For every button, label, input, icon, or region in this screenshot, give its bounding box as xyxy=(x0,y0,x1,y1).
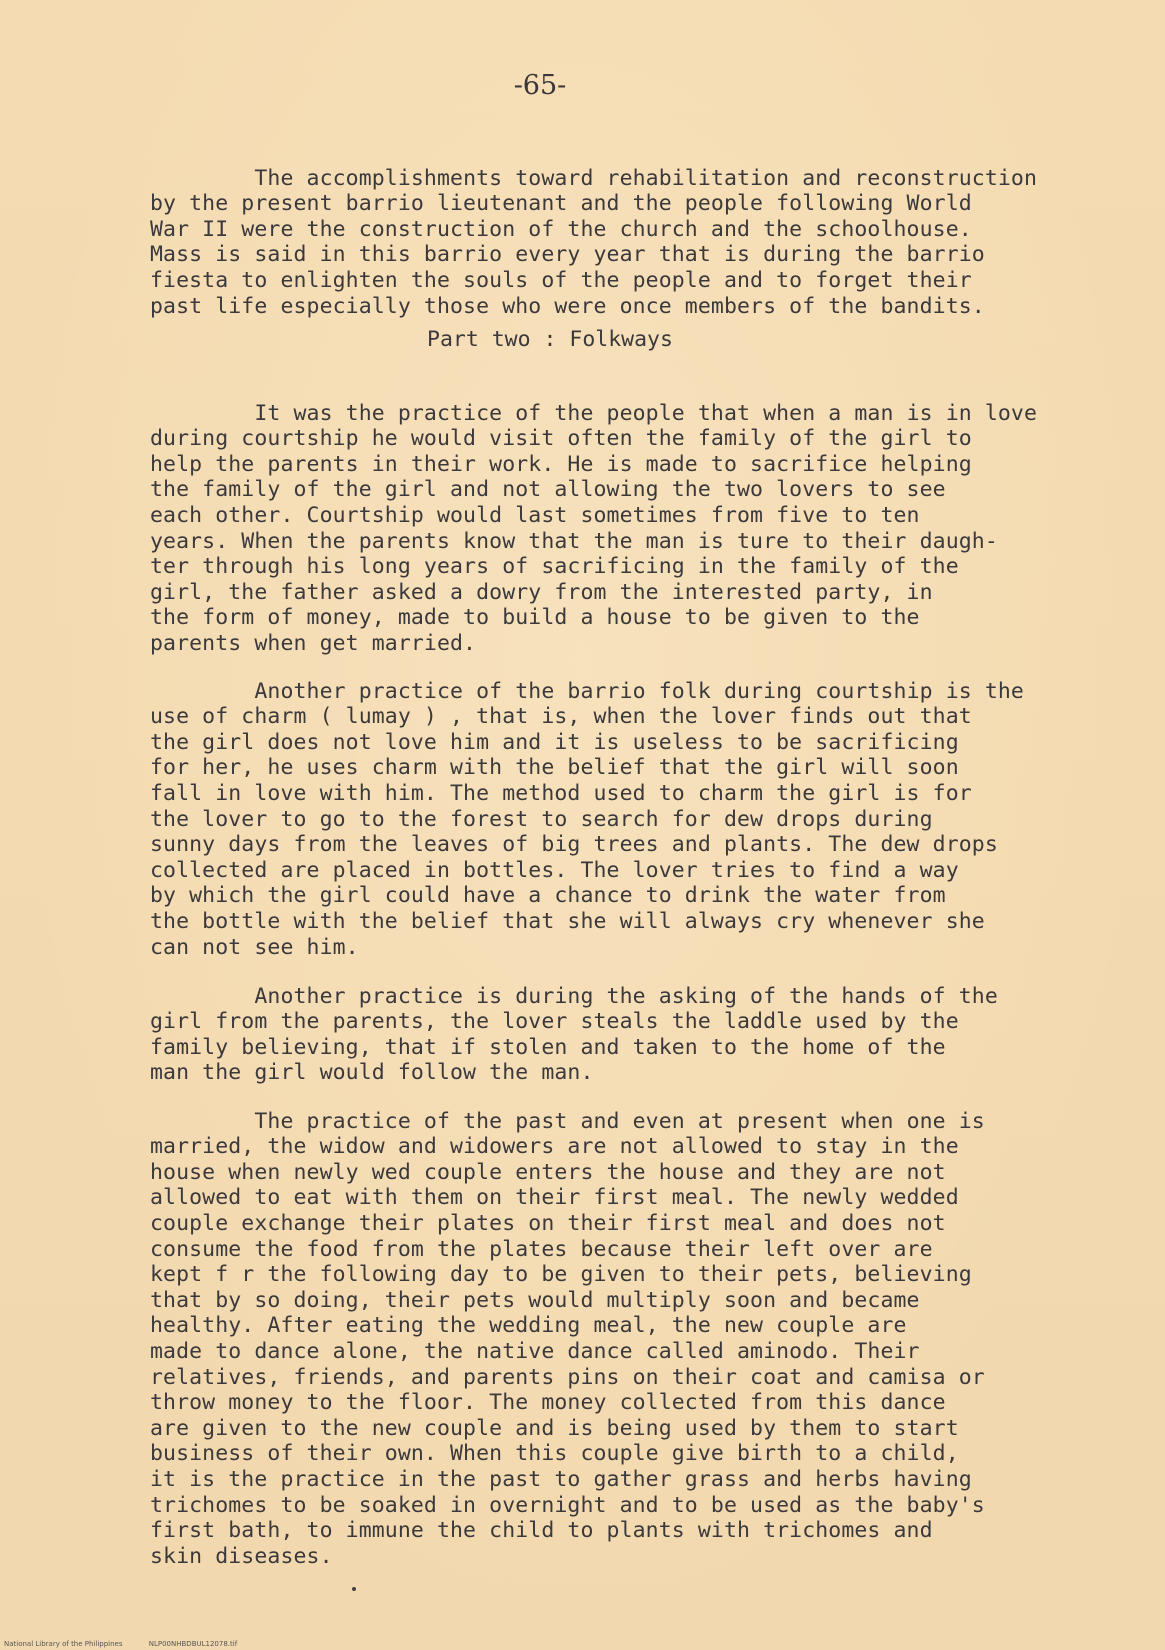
text-line: by which the girl could have a chance to drink the water from xyxy=(150,883,946,909)
library-credit: National Library of the Philippines xyxy=(4,1640,123,1648)
text-line: the lover to go to the forest to search for dew drops during xyxy=(150,806,933,832)
text-line: can not see him. xyxy=(150,934,359,960)
text-line: years. When the parents know that the man is ture to their daugh- xyxy=(150,528,998,554)
text-line: each other. Courtship would last sometimes from five to ten xyxy=(150,502,920,528)
text-line: the form of money, made to build a house to be given to the xyxy=(150,605,920,631)
text-line: by the present barrio lieutenant and the people following World xyxy=(150,191,972,217)
text-line: The practice of the past and even at present when one is xyxy=(202,1108,985,1134)
text-line: consume the food from the plates because their left over are xyxy=(150,1236,933,1262)
text-line: are given to the new couple and is being used by them to start xyxy=(150,1415,959,1441)
file-id: NLP00NHBDBUL12078.tif xyxy=(148,1640,238,1648)
text-line: trichomes to be soaked in overnight and to be used as the baby's xyxy=(150,1492,985,1518)
text-line: relatives, friends, and parents pins on their coat and camisa or xyxy=(150,1364,985,1390)
text-line: The accomplishments toward rehabilitation and reconstruction xyxy=(202,165,1038,191)
text-line: for her, he uses charm with the belief that the girl will soon xyxy=(150,755,959,781)
text-line: skin diseases. xyxy=(150,1543,333,1569)
text-line: the bottle with the belief that she will always cry whenever she xyxy=(150,908,985,934)
text-line: War II were the construction of the church and the schoolhouse. xyxy=(150,216,972,242)
text-line: girl from the parents, the lover steals the laddle used by the xyxy=(150,1009,959,1035)
paragraph-charm xyxy=(150,653,1110,986)
scan-footer xyxy=(4,1640,237,1648)
text-line: parents when get married. xyxy=(150,630,477,656)
text-line: couple exchange their plates on their first meal and does not xyxy=(150,1210,946,1236)
text-line: the girl does not love him and it is useless to be sacrificing xyxy=(150,729,959,755)
text-line: ter through his long years of sacrificing in the family of the xyxy=(150,554,959,580)
text-line: family believing, that if stolen and taken to the home of the xyxy=(150,1034,946,1060)
text-line: allowed to eat with them on their first meal. The newly wedded xyxy=(150,1185,959,1211)
text-line: past life especially those who were once members of the bandits. xyxy=(150,293,985,319)
text-line: Another practice of the barrio folk during courtship is the xyxy=(202,678,1024,704)
paragraph-intro xyxy=(150,140,1110,345)
text-line: It was the practice of the people that when a man is in love xyxy=(202,400,1038,426)
text-line: married, the widow and widowers are not allowed to stay in the xyxy=(150,1134,959,1160)
paragraph-wedding xyxy=(150,1083,1110,1595)
page-number: -65- xyxy=(513,70,567,101)
text-line: first bath, to immune the child to plants with trichomes and xyxy=(150,1518,933,1544)
text-line: that by so doing, their pets would multiply soon and became xyxy=(150,1287,920,1313)
text-line: Mass is said in this barrio every year that is during the barrio xyxy=(150,242,985,268)
text-line: business of their own. When this couple give birth to a child, xyxy=(150,1441,959,1467)
text-line: during courtship he would visit often the family of the girl to xyxy=(150,426,972,452)
paragraph-courtship xyxy=(150,375,1110,682)
section-heading: Part two : Folkways xyxy=(427,327,673,352)
text-line: collected are placed in bottles. The lover tries to find a way xyxy=(150,857,959,883)
text-line: fall in love with him. The method used to charm the girl is for xyxy=(150,780,972,806)
text-line: house when newly wed couple enters the house and they are not xyxy=(150,1159,946,1185)
text-line: fiesta to enlighten the souls of the people and to forget their xyxy=(150,267,972,293)
text-line: Another practice is during the asking of the hands of the xyxy=(202,983,998,1009)
text-line: it is the practice in the past to gather grass and herbs having xyxy=(150,1466,972,1492)
text-line: made to dance alone, the native dance called aminodo. Their xyxy=(150,1338,920,1364)
text-line: girl, the father asked a dowry from the interested party, in xyxy=(150,579,933,605)
text-line: use of charm ( lumay ) , that is, when the lover finds out that xyxy=(150,704,972,730)
text-line: healthy. After eating the wedding meal, the new couple are xyxy=(150,1313,907,1339)
text-line: throw money to the floor. The money collected from this dance xyxy=(150,1390,946,1416)
text-line: help the parents in their work. He is made to sacrifice helping xyxy=(150,451,972,477)
text-line: man the girl would follow the man. xyxy=(150,1060,594,1086)
text-line: sunny days from the leaves of big trees and plants. The dew drops xyxy=(150,832,998,858)
ink-speck xyxy=(352,1587,356,1591)
text-line: kept f r the following day to be given to their pets, believing xyxy=(150,1262,972,1288)
text-line: the family of the girl and not allowing the two lovers to see xyxy=(150,477,946,503)
